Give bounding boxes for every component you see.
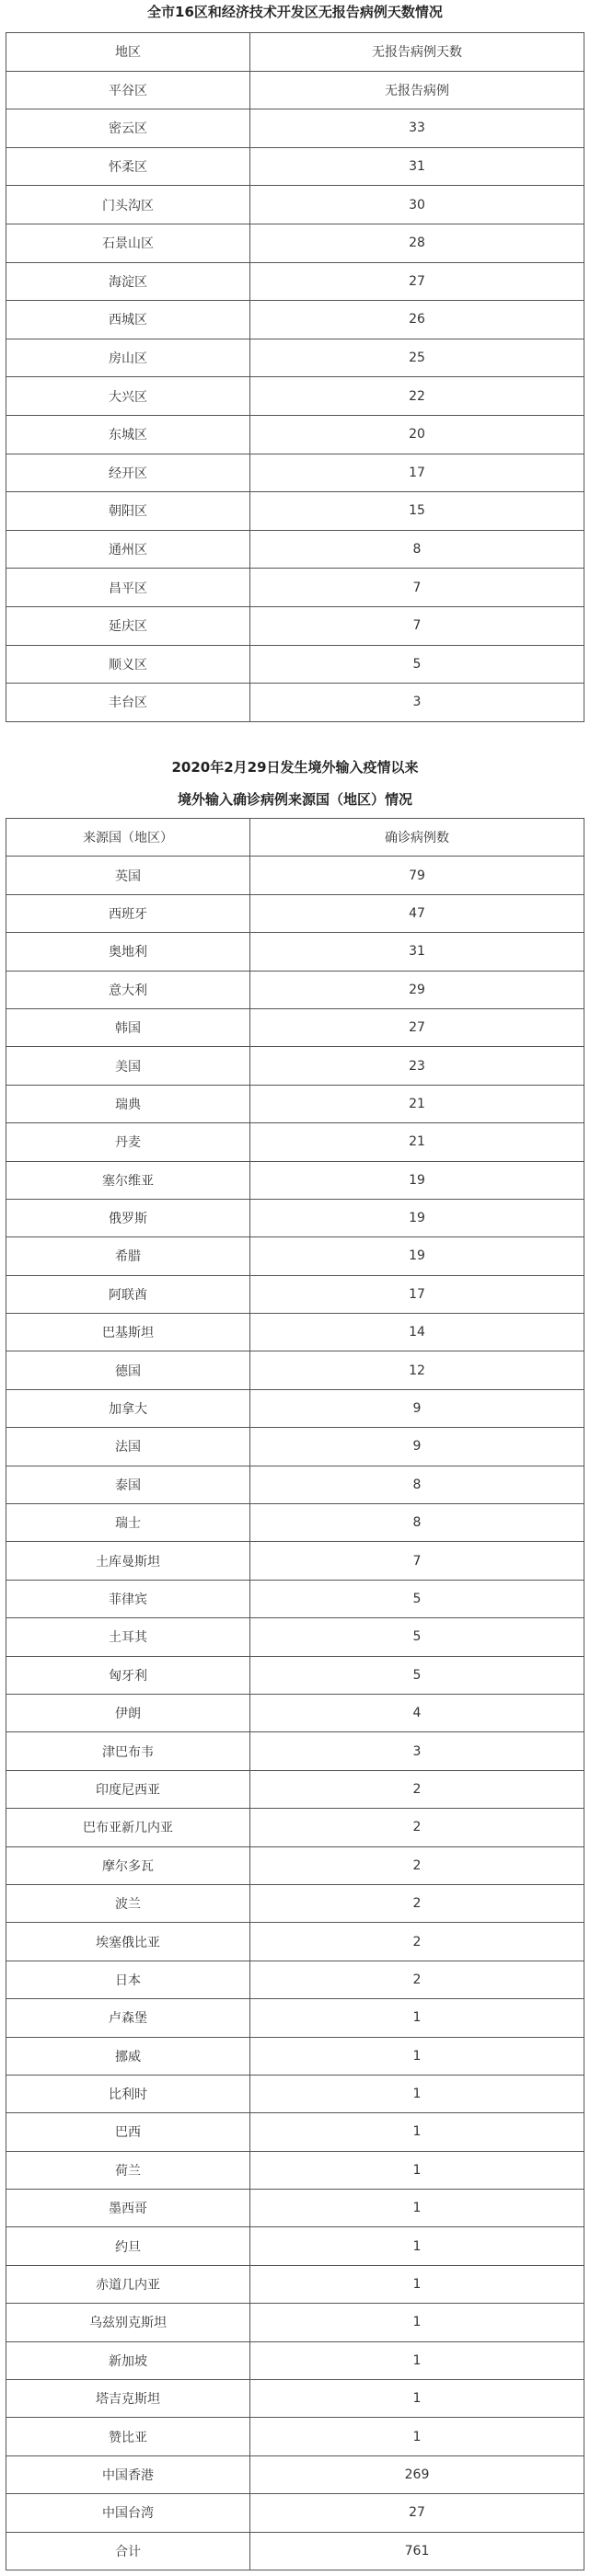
- source-country-cell: 丹麦: [6, 1123, 250, 1161]
- table-row: [6, 2494, 584, 2532]
- table-row: [6, 1656, 584, 1694]
- no-case-days-cell: 33: [250, 109, 584, 148]
- source-country-cell: 韩国: [6, 1008, 250, 1046]
- no-case-days-cell: 20: [250, 415, 584, 454]
- table-row: [6, 262, 584, 301]
- table-row: [6, 1770, 584, 1808]
- case-count-cell: 27: [250, 1008, 584, 1046]
- district-cell: 石景山区: [6, 224, 250, 262]
- district-cell: 西城区: [6, 301, 250, 339]
- table-row: [6, 1161, 584, 1199]
- no-case-days-cell: 27: [250, 262, 584, 301]
- case-count-cell: 1: [250, 2341, 584, 2379]
- case-count-cell: 269: [250, 2455, 584, 2493]
- case-count-cell: 4: [250, 1694, 584, 1731]
- source-country-cell: 摩尔多瓦: [6, 1846, 250, 1884]
- case-count-cell: 1: [250, 2227, 584, 2265]
- case-count-cell: 2: [250, 1809, 584, 1846]
- source-country-cell: 美国: [6, 1047, 250, 1085]
- case-count-cell: 2: [250, 1846, 584, 1884]
- district-cell: 延庆区: [6, 606, 250, 645]
- case-count-cell: 23: [250, 1047, 584, 1085]
- table-row: [6, 569, 584, 607]
- district-cell: 经开区: [6, 454, 250, 492]
- table-row: [6, 1923, 584, 1961]
- case-count-cell: 1: [250, 2113, 584, 2151]
- case-count-cell: 8: [250, 1504, 584, 1542]
- table-row: [6, 415, 584, 454]
- no-case-days-cell: 3: [250, 684, 584, 722]
- source-country-cell: 埃塞俄比亚: [6, 1923, 250, 1961]
- case-count-cell: 21: [250, 1123, 584, 1161]
- table-row: [6, 894, 584, 932]
- table-row: [6, 1732, 584, 1770]
- table-row: [6, 645, 584, 684]
- district-cell: 平谷区: [6, 71, 250, 109]
- case-count-cell: 2: [250, 1923, 584, 1961]
- table-row: [6, 2037, 584, 2075]
- table-row: [6, 2455, 584, 2493]
- source-country-cell: 德国: [6, 1351, 250, 1389]
- table-row: [6, 1884, 584, 1922]
- table-row: [6, 933, 584, 971]
- case-count-cell: 1: [250, 2190, 584, 2227]
- header-cell-source-country: 来源国（地区）: [6, 819, 250, 857]
- case-count-cell: 19: [250, 1237, 584, 1275]
- source-country-cell: 新加坡: [6, 2341, 250, 2379]
- case-count-cell: 1: [250, 2418, 584, 2455]
- table-row: [6, 2380, 584, 2418]
- table-row: [6, 2304, 584, 2341]
- source-country-cell: 中国香港: [6, 2455, 250, 2493]
- source-country-cell: 波兰: [6, 1884, 250, 1922]
- table-row: [6, 1314, 584, 1351]
- source-country-cell: 挪威: [6, 2037, 250, 2075]
- table-row: [6, 2075, 584, 2112]
- source-country-cell: 日本: [6, 1961, 250, 1998]
- no-case-days-cell: 15: [250, 492, 584, 531]
- header-cell-case-count: 确诊病例数: [250, 819, 584, 857]
- case-count-cell: 3: [250, 1732, 584, 1770]
- district-cell: 大兴区: [6, 377, 250, 416]
- table-row: [6, 2418, 584, 2455]
- district-cell: 房山区: [6, 339, 250, 377]
- source-country-cell: 塔吉克斯坦: [6, 2380, 250, 2418]
- case-count-cell: 31: [250, 933, 584, 971]
- source-country-cell: 意大利: [6, 971, 250, 1008]
- case-count-cell: 17: [250, 1275, 584, 1313]
- table-row: [6, 684, 584, 722]
- case-count-cell: 1: [250, 2265, 584, 2303]
- case-count-cell: 14: [250, 1314, 584, 1351]
- table-row: [6, 1237, 584, 1275]
- header-cell-days: 无报告病例天数: [250, 33, 584, 72]
- no-case-days-cell: 8: [250, 530, 584, 569]
- table-row: [6, 530, 584, 569]
- table-row: [6, 1999, 584, 2037]
- source-country-cell: 匈牙利: [6, 1656, 250, 1694]
- section2-title-line2: 境外输入确诊病例来源国（地区）情况: [177, 791, 412, 808]
- header-cell-district: 地区: [6, 33, 250, 72]
- table-row: [6, 147, 584, 186]
- source-country-cell: 乌兹别克斯坦: [6, 2304, 250, 2341]
- district-cell: 门头沟区: [6, 186, 250, 224]
- table-row: [6, 1580, 584, 1617]
- no-case-days-cell: 31: [250, 147, 584, 186]
- table-row: [6, 186, 584, 224]
- source-country-cell: 塞尔维亚: [6, 1161, 250, 1199]
- source-country-cell: 墨西哥: [6, 2190, 250, 2227]
- no-case-days-table-body: [6, 33, 584, 722]
- case-count-cell: 2: [250, 1961, 584, 1998]
- case-count-cell: 5: [250, 1618, 584, 1656]
- table-row: [6, 2341, 584, 2379]
- source-country-cell: 比利时: [6, 2075, 250, 2112]
- no-case-days-cell: 26: [250, 301, 584, 339]
- case-count-cell: 29: [250, 971, 584, 1008]
- district-cell: 丰台区: [6, 684, 250, 722]
- table-row: [6, 1542, 584, 1580]
- case-count-cell: 47: [250, 894, 584, 932]
- table-row: [6, 109, 584, 148]
- table-row: [6, 857, 584, 894]
- case-count-cell: 27: [250, 2494, 584, 2532]
- table-row: [6, 1085, 584, 1122]
- table-row: [6, 1466, 584, 1503]
- table-row: [6, 71, 584, 109]
- table-row: [6, 492, 584, 531]
- table-row: [6, 1504, 584, 1542]
- no-case-days-cell: 5: [250, 645, 584, 684]
- source-country-cell: 土库曼斯坦: [6, 1542, 250, 1580]
- district-cell: 密云区: [6, 109, 250, 148]
- source-country-cell: 加拿大: [6, 1389, 250, 1427]
- case-count-cell: 79: [250, 857, 584, 894]
- source-country-cell: 合计: [6, 2532, 250, 2570]
- case-count-cell: 761: [250, 2532, 584, 2570]
- table-row: [6, 606, 584, 645]
- table-row: [6, 454, 584, 492]
- table-row: [6, 224, 584, 262]
- case-count-cell: 1: [250, 2380, 584, 2418]
- no-case-days-cell: 30: [250, 186, 584, 224]
- source-country-cell: 荷兰: [6, 2151, 250, 2189]
- table-row: [6, 1123, 584, 1161]
- source-country-cell: 约旦: [6, 2227, 250, 2265]
- district-cell: 通州区: [6, 530, 250, 569]
- district-cell: 海淀区: [6, 262, 250, 301]
- case-count-cell: 5: [250, 1580, 584, 1617]
- table-row: [6, 2190, 584, 2227]
- table-row: [6, 1199, 584, 1236]
- table-row: [6, 2113, 584, 2151]
- source-country-cell: 赤道几内亚: [6, 2265, 250, 2303]
- case-count-cell: 7: [250, 1542, 584, 1580]
- case-count-cell: 21: [250, 1085, 584, 1122]
- source-country-cell: 瑞典: [6, 1085, 250, 1122]
- table-row: [6, 2532, 584, 2570]
- table-row: [6, 2227, 584, 2265]
- no-case-days-cell: 28: [250, 224, 584, 262]
- table-row: [6, 1694, 584, 1731]
- section2-title-line1: 2020年2月29日发生境外输入疫情以来: [171, 759, 419, 776]
- case-count-cell: 1: [250, 2151, 584, 2189]
- table-header-row: [6, 33, 584, 72]
- case-count-cell: 9: [250, 1389, 584, 1427]
- case-count-cell: 9: [250, 1428, 584, 1466]
- case-count-cell: 2: [250, 1884, 584, 1922]
- no-case-days-table: [6, 32, 584, 722]
- no-case-days-cell: 17: [250, 454, 584, 492]
- section1-title: 全市16区和经济技术开发区无报告病例天数情况: [147, 4, 443, 20]
- no-case-days-cell: 7: [250, 606, 584, 645]
- case-count-cell: 1: [250, 2075, 584, 2112]
- source-country-cell: 阿联酋: [6, 1275, 250, 1313]
- case-count-cell: 5: [250, 1656, 584, 1694]
- case-count-cell: 19: [250, 1161, 584, 1199]
- source-country-cell: 伊朗: [6, 1694, 250, 1731]
- district-cell: 顺义区: [6, 645, 250, 684]
- district-cell: 东城区: [6, 415, 250, 454]
- source-country-cell: 奥地利: [6, 933, 250, 971]
- table-row: [6, 1047, 584, 1085]
- no-case-days-cell: 25: [250, 339, 584, 377]
- imported-cases-table-body: [6, 819, 584, 2570]
- source-country-cell: 瑞士: [6, 1504, 250, 1542]
- table-row: [6, 1008, 584, 1046]
- source-country-cell: 英国: [6, 857, 250, 894]
- source-country-cell: 中国台湾: [6, 2494, 250, 2532]
- source-country-cell: 法国: [6, 1428, 250, 1466]
- table-header-row: [6, 819, 584, 857]
- source-country-cell: 巴布亚新几内亚: [6, 1809, 250, 1846]
- case-count-cell: 1: [250, 2304, 584, 2341]
- case-count-cell: 1: [250, 2037, 584, 2075]
- no-case-days-cell: 7: [250, 569, 584, 607]
- case-count-cell: 19: [250, 1199, 584, 1236]
- table-row: [6, 1846, 584, 1884]
- case-count-cell: 12: [250, 1351, 584, 1389]
- imported-cases-table: [6, 818, 584, 2570]
- table-row: [6, 1961, 584, 1998]
- table-row: [6, 2151, 584, 2189]
- district-cell: 怀柔区: [6, 147, 250, 186]
- table-row: [6, 1351, 584, 1389]
- table-row: [6, 1275, 584, 1313]
- table-row: [6, 377, 584, 416]
- source-country-cell: 希腊: [6, 1237, 250, 1275]
- table-row: [6, 971, 584, 1008]
- case-count-cell: 8: [250, 1466, 584, 1503]
- source-country-cell: 土耳其: [6, 1618, 250, 1656]
- source-country-cell: 巴基斯坦: [6, 1314, 250, 1351]
- source-country-cell: 俄罗斯: [6, 1199, 250, 1236]
- source-country-cell: 印度尼西亚: [6, 1770, 250, 1808]
- table-row: [6, 2265, 584, 2303]
- case-count-cell: 1: [250, 1999, 584, 2037]
- source-country-cell: 巴西: [6, 2113, 250, 2151]
- table-row: [6, 1389, 584, 1427]
- source-country-cell: 西班牙: [6, 894, 250, 932]
- source-country-cell: 菲律宾: [6, 1580, 250, 1617]
- district-cell: 昌平区: [6, 569, 250, 607]
- source-country-cell: 泰国: [6, 1466, 250, 1503]
- table-row: [6, 1428, 584, 1466]
- source-country-cell: 赞比亚: [6, 2418, 250, 2455]
- case-count-cell: 2: [250, 1770, 584, 1808]
- table-row: [6, 1809, 584, 1846]
- district-cell: 朝阳区: [6, 492, 250, 531]
- table-row: [6, 339, 584, 377]
- table-row: [6, 1618, 584, 1656]
- table-row: [6, 301, 584, 339]
- source-country-cell: 津巴布韦: [6, 1732, 250, 1770]
- no-case-days-cell: 22: [250, 377, 584, 416]
- source-country-cell: 卢森堡: [6, 1999, 250, 2037]
- no-case-days-cell: 无报告病例: [250, 71, 584, 109]
